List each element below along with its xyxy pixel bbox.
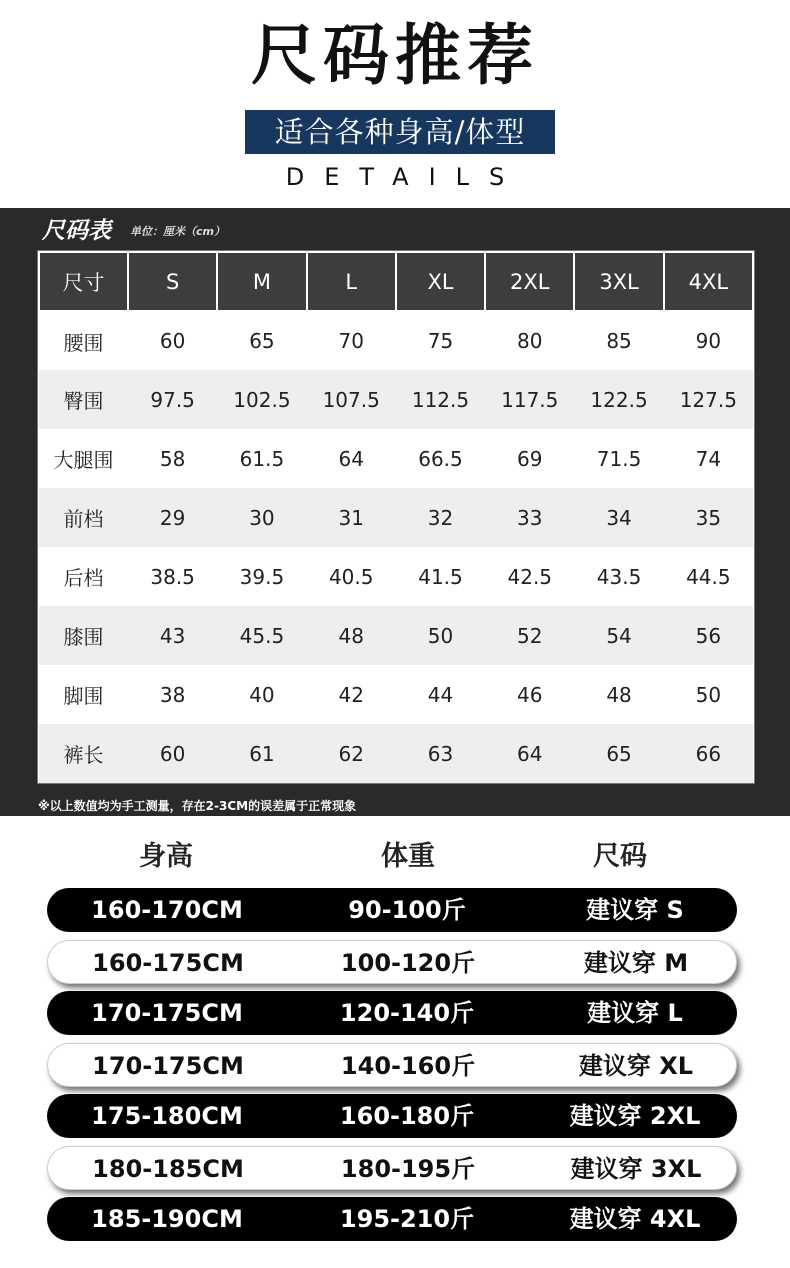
table-cell: 39.5 — [239, 564, 285, 589]
recommendation-size: 建议穿 4XL — [569, 1205, 701, 1233]
recommendation-row — [47, 991, 737, 1035]
recommendation-row — [47, 1043, 737, 1087]
table-cell: 32 — [396, 488, 485, 547]
table-row — [39, 547, 753, 606]
table-cell: 41.5 — [418, 564, 463, 589]
table-cell: 66 — [664, 724, 753, 783]
table-cell: 66.5 — [418, 446, 463, 471]
table-cell: 69 — [517, 446, 543, 471]
recommendation-weight: 160-180斤 — [339, 1102, 475, 1130]
row-label: 膝围 — [39, 606, 128, 665]
recommendation-size: 建议穿 S — [586, 896, 684, 924]
table-cell: 85 — [606, 329, 632, 353]
page-title: 尺码推荐 — [251, 17, 539, 94]
measurement-note: ※以上数值均为手工测量，存在2-3CM的误差属于正常现象 — [38, 799, 357, 813]
recommendation-weight: 90-100斤 — [348, 896, 466, 924]
table-cell: 65 — [574, 724, 663, 783]
recommendation-weight: 120-140斤 — [339, 999, 475, 1027]
table-row — [39, 488, 753, 547]
column-header: L — [307, 252, 396, 311]
height-header: 身高 — [139, 841, 193, 872]
recommendation-weight: 195-210斤 — [339, 1205, 475, 1233]
table-cell: 48 — [307, 606, 396, 665]
size-chart-title: 尺码表 — [42, 218, 111, 244]
table-cell: 35 — [664, 488, 753, 547]
column-header: 尺寸 — [39, 252, 128, 311]
table-cell: 107.5 — [307, 370, 396, 429]
weight-header: 体重 — [381, 841, 435, 872]
column-header: 3XL — [574, 252, 663, 311]
table-cell: 127.5 — [664, 370, 753, 429]
table-cell: 61 — [217, 724, 306, 783]
table-row — [39, 606, 753, 665]
table-cell: 60 — [159, 329, 186, 353]
table-cell: 29 — [128, 488, 217, 547]
row-label: 脚围 — [63, 684, 104, 708]
page-header — [0, 0, 790, 208]
table-cell: 54 — [574, 606, 663, 665]
recommendation-height: 160-175CM — [92, 949, 244, 977]
recommendation-row — [47, 1146, 737, 1190]
row-label: 前档 — [39, 488, 128, 547]
table-cell: 61.5 — [239, 446, 285, 471]
recommendation-size: 建议穿 L — [587, 999, 683, 1027]
table-cell: 48 — [606, 682, 632, 707]
recommendation-row — [47, 1094, 737, 1138]
table-cell: 60 — [128, 724, 217, 783]
table-row — [39, 311, 753, 370]
table-cell: 80 — [517, 329, 543, 353]
table-cell: 40.5 — [328, 564, 374, 589]
table-cell: 42.5 — [507, 564, 553, 589]
column-header: 4XL — [664, 252, 753, 311]
table-cell: 58 — [159, 446, 186, 471]
recommendation-size: 建议穿 M — [583, 949, 689, 977]
size-table-container — [37, 250, 755, 784]
recommendation-height: 180-185CM — [92, 1155, 244, 1183]
table-cell: 52 — [485, 606, 574, 665]
column-header: M — [217, 252, 306, 311]
table-cell: 70 — [338, 329, 364, 353]
details-label: DETAILS — [285, 163, 525, 191]
recommendation-size: 建议穿 XL — [578, 1052, 694, 1080]
table-cell: 74 — [695, 446, 722, 471]
recommendation-weight: 180-195斤 — [340, 1155, 476, 1183]
table-row — [39, 665, 753, 724]
row-label: 裤长 — [39, 724, 128, 783]
size-table — [38, 251, 754, 783]
table-cell: 75 — [427, 329, 454, 353]
column-header: 2XL — [485, 252, 574, 311]
table-cell: 44 — [427, 682, 454, 707]
table-row — [39, 724, 753, 783]
row-label: 大腿围 — [53, 448, 114, 472]
table-cell: 30 — [217, 488, 306, 547]
table-cell: 43.5 — [596, 564, 642, 589]
table-cell: 102.5 — [217, 370, 306, 429]
table-cell: 31 — [307, 488, 396, 547]
table-cell: 63 — [396, 724, 485, 783]
size-chart-panel — [0, 208, 790, 816]
column-header: XL — [396, 252, 485, 311]
row-label: 后档 — [63, 566, 104, 590]
recommendation-height: 160-170CM — [91, 896, 243, 924]
row-label: 臀围 — [39, 370, 128, 429]
table-cell: 38 — [159, 682, 186, 707]
table-cell: 97.5 — [128, 370, 217, 429]
table-cell: 71.5 — [596, 446, 642, 471]
column-header: S — [128, 252, 217, 311]
table-cell: 117.5 — [485, 370, 574, 429]
size-table-header-row — [39, 252, 753, 311]
table-cell: 62 — [307, 724, 396, 783]
table-cell: 64 — [338, 446, 364, 471]
recommendation-weight: 100-120斤 — [340, 949, 476, 977]
table-row — [39, 370, 753, 429]
table-row — [39, 429, 753, 488]
recommendation-row — [47, 888, 737, 932]
table-cell: 90 — [695, 329, 722, 353]
table-cell: 42 — [338, 682, 364, 707]
table-cell: 43 — [128, 606, 217, 665]
table-cell: 34 — [574, 488, 663, 547]
table-cell: 45.5 — [217, 606, 306, 665]
recommendation-height: 185-190CM — [91, 1205, 243, 1233]
table-cell: 112.5 — [396, 370, 485, 429]
table-cell: 50 — [695, 682, 722, 707]
table-cell: 122.5 — [574, 370, 663, 429]
table-cell: 65 — [249, 329, 275, 353]
table-cell: 40 — [249, 682, 275, 707]
table-cell: 64 — [485, 724, 574, 783]
recommendation-size: 建议穿 2XL — [569, 1102, 701, 1130]
table-cell: 56 — [664, 606, 753, 665]
row-label: 腰围 — [63, 330, 104, 355]
size-chart-unit: 单位：厘米（cm） — [130, 225, 225, 238]
recommendation-size: 建议穿 3XL — [570, 1155, 702, 1183]
table-cell: 46 — [517, 682, 543, 707]
size-recommendation — [0, 816, 790, 1268]
size-header: 尺码 — [593, 841, 647, 872]
table-cell: 33 — [485, 488, 574, 547]
recommendation-height: 170-175CM — [91, 999, 243, 1027]
table-cell: 44.5 — [686, 564, 731, 589]
recommendation-row — [47, 940, 737, 984]
recommendation-row — [47, 1197, 737, 1241]
subtitle-badge: 适合各种身高/体型 — [245, 110, 555, 154]
recommendation-height: 175-180CM — [91, 1102, 243, 1130]
recommendation-height: 170-175CM — [92, 1052, 244, 1080]
table-cell: 50 — [396, 606, 485, 665]
recommendation-weight: 140-160斤 — [340, 1052, 476, 1080]
table-cell: 38.5 — [150, 564, 195, 589]
